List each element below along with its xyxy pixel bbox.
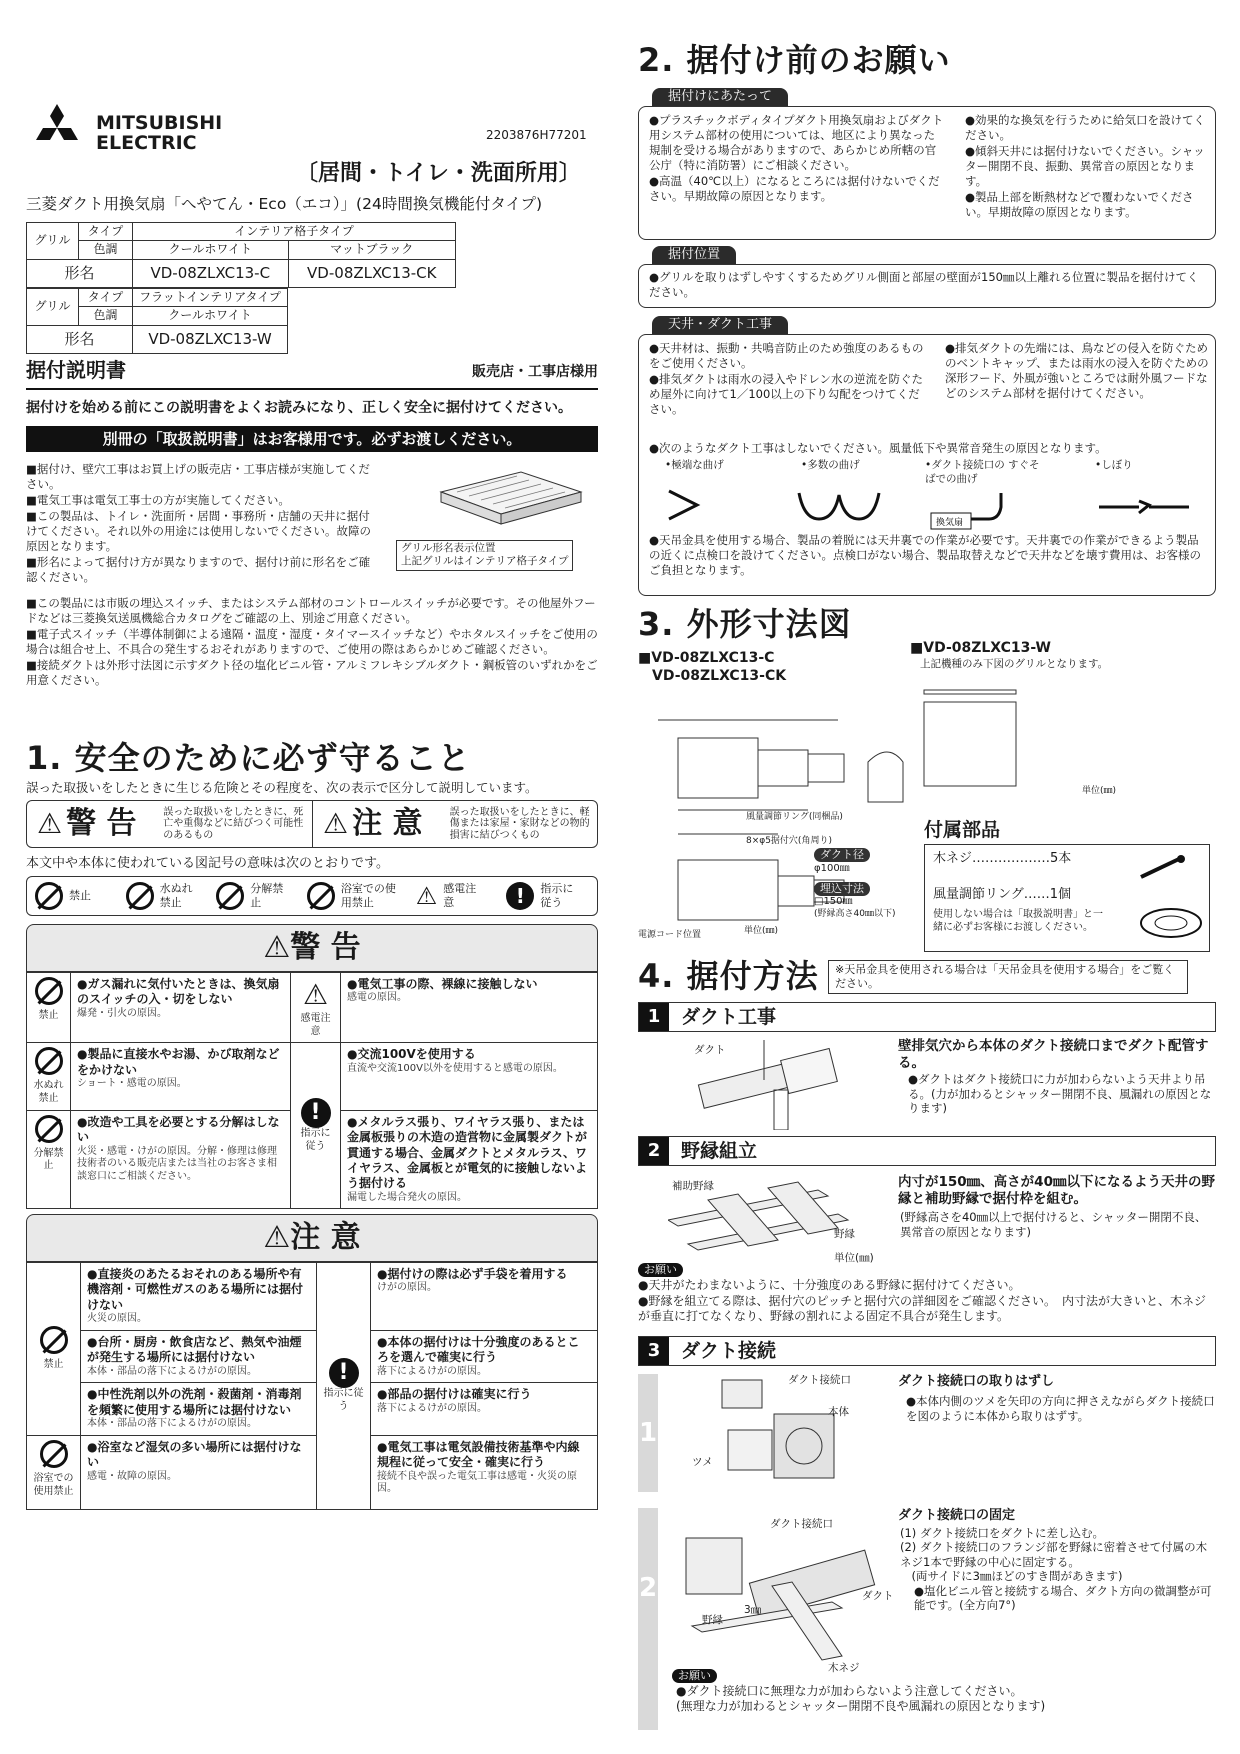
step-3b-list: (1) ダクト接続口をダクトに差し込む。 (2) ダクト接続口のフランジ部を野縁に密着させて付属の木ネジ1本で野縁の中心に固定する。 (両サイドに3㎜ほどのすき間があきます) ●塩化ビニル管と接続する場合、ダクト方向の微調整が可能です。(全方向7°)	[900, 1526, 1212, 1612]
caution-table: 禁止 ●直接炎のあたるおそれのある場所や有機溶剤・可燃性ガスのある場所には据付けない 火災の原因。 ! 指示に従う ●据付けの際は必ず手袋を着用する けがの原因。 ●台所・厨房・飲食店など、熱気や油煙が発生する場所には据付けない 本体・部品の落下によるけがの原因。 ●本体の据付けは十分強度のあるところを選んで確実に行う 落下によるけがの原因。 ●中性洗剤以外の洗剤・殺菌剤・消毒剤を頻繁に使用する場所には据付けない 本体・部品の落下によるけがの原因。 ●部品の据付けは確実に行う 落下によるけがの原因。 浴室での使用禁止 ●浴室など湿気の多い場所には据付けない 感電・故障の原因。 ●電気工事は電気設備技術基準や内線規程に従って安全・確実に行う 接続不良や誤った電気工事は感電・火災の原因。	[26, 1262, 598, 1510]
warning-legend: ⚠ 警 告 誤った取扱いをしたときに、死亡や重傷などに結びつく可能性のあるもの ⚠ 注 意 誤った取扱いをしたときに、軽傷または家屋・家財などの物的損害に結びつくもの	[26, 800, 598, 848]
manual-banner: 別冊の「取扱説明書」はお客様用です。必ずお渡しください。	[26, 426, 598, 452]
step-3b-label-2: ダクト	[862, 1590, 894, 1602]
usage-title: 〔居間・トイレ・洗面所用〕	[296, 161, 581, 186]
step-3b-head: ダクト接続口の固定	[898, 1508, 1016, 1523]
model-table-1: グリル タイプ インテリア格子タイプ 色調 クールホワイト マットブラック 形名 VD-08ZLXC13-C VD-08ZLXC13-CK	[26, 222, 456, 288]
warning-triangle-icon: ⚠	[37, 807, 63, 841]
section-2-title: 2. 据付け前のお願い	[638, 41, 951, 79]
instruction-icon: !	[301, 1098, 331, 1128]
s1-intro: 誤った取扱いをしたときに生じる危険とその程度を、次の表示で区分して説明しています。	[26, 780, 538, 795]
duct-spec: ダクト径 φ100㎜ 埋込寸法 □150㎜ (野縁高さ40㎜以下)	[814, 848, 896, 920]
step-3a-illustration	[718, 1374, 858, 1492]
no-disassembly-icon	[216, 882, 244, 910]
tab-position: 据付位置	[652, 246, 736, 265]
step-3a-label-3: ツメ	[692, 1456, 713, 1468]
screw-ring-illustration	[1135, 853, 1205, 949]
svg-text:換気扇: 換気扇	[936, 518, 964, 528]
no-disassembly-icon	[35, 1115, 63, 1143]
instruction-icon: !	[329, 1358, 359, 1388]
grill-caption: グリル形名表示位置 上記グリルはインテリア格子タイプ	[396, 540, 573, 571]
install-notes-box: ●プラスチックボディタイプダクト用換気扇およびダクト用システム部材の使用については、地区により異なった規制を受ける場合がありますので、あらかじめ所轄の官公庁（特に消防署）にご相談ください。 ●高温（40℃以上）になるところには据付けないでください。早期故障の原因となります。 ●効果的な換気を行うために給気口を設けてください。 ●傾斜天井には据付けないでください。シャッター開閉不良、振動、異常音の原因となります。 ●製品上部を断熱材などで覆わないでください。早期故障の原因となります。	[638, 106, 1216, 240]
pre-notes: ■据付け、壁穴工事はお買上げの販売店・工事店様が実施してください。 ■電気工事は電気工事士の方が実施してください。 ■この製品は、トイレ・洗面所・居間・事務所・店舗の天井に据付けてください。それ以外の用途には使用しないでください。故障の原因となります。 ■形名によって据付け方が異なりますので、据付け前に形名をご確認ください。	[26, 462, 371, 584]
step-2-unit: 単位(㎜)	[834, 1252, 874, 1264]
step-3a-text: ●本体内側のツメを矢印の方向に押さえながらダクト接続口を図のように本体から取りはずす。	[906, 1394, 1215, 1423]
product-name: 三菱ダクト用換気扇「へやてん・Eco（エコ）」(24時間換気機能付タイプ)	[26, 195, 543, 213]
logo-text: MITSUBISHI ELECTRIC	[96, 112, 223, 154]
shock-warning-icon: ⚠	[415, 881, 438, 910]
model-table-2: グリル タイプ フラットインテリアタイプ 色調 クールホワイト 形名 VD-08ZLXC13-W	[26, 288, 288, 354]
no-water-icon	[35, 1047, 63, 1075]
accessories-title: 付属部品	[924, 819, 1001, 841]
prohibited-icon	[35, 977, 63, 1005]
warning-band: ⚠警 告	[26, 924, 598, 972]
s4-note: ※天吊金具を使用される場合は「天吊金具を使用する場合」をご覧ください。	[828, 960, 1188, 994]
caution-triangle-icon: ⚠	[323, 807, 349, 841]
step-1-duct-label: ダクト	[694, 1044, 726, 1056]
unit-label-1: 単位(㎜)	[744, 926, 779, 936]
prohibited-icon	[35, 882, 63, 910]
grill-illustration	[431, 462, 591, 542]
step-3-header: 3 ダクト接続	[638, 1336, 1216, 1366]
substep-1-marker: 1	[638, 1374, 658, 1492]
manual-intro: 据付けを始める前にこの説明書をよくお読みになり、正しく安全に据付けてください。	[26, 400, 572, 416]
manual-header: 据付説明書 販売店・工事店様用	[26, 358, 598, 390]
substep-2-marker: 2	[638, 1508, 658, 1730]
prohibited-icon	[40, 1326, 68, 1354]
holes-label: 8×φ5据付穴(角周り)	[746, 836, 832, 846]
no-water-icon	[126, 882, 154, 910]
symbol-legend: 禁止 水ぬれ禁止 分解禁止 浴室での使用禁止 ⚠ 感電注意 ! 指示に従う	[26, 876, 598, 916]
ceiling-box: ●天井材は、振動・共鳴音防止のため強度のあるものをご使用ください。 ●排気ダクトは雨水の浸入やドレン水の逆流を防ぐため屋外に向けて1／100以上の下り勾配をつけてください。 ●排気ダクトの先端には、鳥などの侵入を防ぐためのベントキャップ、または雨水の浸入を防ぐための深形フード、外風が強いところでは耐外風フードなどのシステム部材を据付けてください。 ●次のようなダクト工事はしないでください。風量低下や異常音発生の原因となります。 •極端な曲げ •多数の曲げ •ダクト接続口の すぐそばでの曲げ •しぼり 換気扇 ●天吊金具を使用する場合、製品の着脱には天井裏での作業が必要です。天井裏での作業ができるよう製品の近くに点検口を設けてください。点検口がない場合、製品取替えなどで天井などを壊す費用は、お客様のご負担となります。	[638, 334, 1216, 596]
step-3-requests: ●ダクト接続口に無理な力が加わらないよう注意してください。 (無理な力が加わるとシャッター開閉不良や風漏れの原因となります)	[676, 1684, 1046, 1714]
symbols-intro: 本文中や本体に使われている図記号の意味は次のとおりです。	[26, 856, 389, 871]
step-3a-label-1: ダクト接続口	[788, 1374, 851, 1386]
unit-label-2: 単位(㎜)	[1082, 786, 1117, 796]
step-3b-label-5: 3㎜	[744, 1604, 762, 1616]
step-2-text: (野縁高さを40㎜以上で据付けると、シャッター開閉不良、異常音の原因となります)	[900, 1210, 1207, 1239]
accessories-box: 木ネジ………………5本 風量調節リング……1個 使用しない場合は「取扱説明書」と一緒に必ずお客様にお渡しください。	[924, 844, 1210, 952]
step-2-label-1: 補助野縁	[672, 1180, 714, 1192]
step-2-request-badge: お願い	[638, 1262, 683, 1279]
flat-grill-drawing	[920, 680, 1030, 790]
no-bathroom-icon	[307, 882, 335, 910]
position-box: ●グリルを取りはずしやすくするためグリル側面と部屋の壁面が150㎜以上離れる位置に製品を据付けてください。	[638, 264, 1216, 308]
section-3-title: 3. 外形寸法図	[638, 605, 852, 643]
step-3a-head: ダクト接続口の取りはずし	[898, 1374, 1055, 1389]
step-2-requests: ●天井がたわまないように、十分強度のある野縁に据付けてください。 ●野縁を組立てる際は、据付穴のピッチと据付穴の詳細図をご確認ください。 内寸法が大きいと、木ネジが垂直に打てなくなり、野縁の割れによる固定不具合が発生します。	[638, 1278, 1206, 1324]
step-2-head: 内寸が150㎜、高さが40㎜以下になるよう天井の野縁と補助野縁で据付枠を組む。	[898, 1174, 1215, 1208]
step-3a-label-2: 本体	[828, 1406, 849, 1418]
s3-model-1: ■VD-08ZLXC13-C VD-08ZLXC13-CK	[638, 650, 787, 684]
shock-warning-icon: ⚠	[302, 978, 329, 1011]
step-3b-label-1: ダクト接続口	[770, 1518, 833, 1530]
step-1-text: ●ダクトはダクト接続口に力が加わらないよう天井より吊る。(力が加わるとシャッター開閉不良、風漏れの原因となります)	[908, 1072, 1212, 1116]
step-2-label-2: 野縁	[834, 1228, 855, 1240]
step-3b-label-3: 野縁	[702, 1614, 723, 1626]
warning-band-icon: ⚠	[263, 930, 291, 965]
caution-band-icon: ⚠	[263, 1220, 291, 1255]
pre-notes-wide: ■この製品には市販の埋込スイッチ、またはシステム部材のコントロールスイッチが必要です。その他屋外フードなどは三菱換気送風機総合カタログをご確認の上、別途ご用意ください。 ■電子式スイッチ（半導体制御による遠隔・温度・湿度・タイマースイッチなど）やホタルスイッチをご使用の場合は組合せ上、不具合の発生するおそれがありますので、ご使用の際はあらかじめご確認ください。 ■接続ダクトは外形寸法図に示すダクト径の塩化ビニル管・アルミフレキシブルダクト・鋼板管のいずれかをご用意ください。	[26, 596, 598, 687]
step-3b-illustration	[682, 1516, 878, 1666]
tab-ceiling: 天井・ダクト工事	[652, 316, 788, 335]
warning-table: 禁止 ●ガス漏れに気付いたときは、換気扇のスイッチの入・切をしない 爆発・引火の原因。 ⚠ 感電注意 ●電気工事の際、裸線に接触しない 感電の原因。 水ぬれ禁止 ●製品に直接水やお湯、かび取剤などをかけない ショート・感電の原因。 ! 指示に従う ●交流100Vを使用する 直流や交流100V以外を使用すると感電の原因。 分解禁止 ●改造や工具を必要とする分解はしない 火災・感電・けがの原因。分解・修理は修理技術者のいる販売店または当社のお客さま相談窓口にご相談ください。 ●メタルラス張り、ワイヤラス張り、または金属板張りの木造の造営物に金属製ダクトが貫通する場合、金属ダクトとメタルラス、ワイヤラス、金属板とが電気的に接触しないよう据付ける 漏電した場合発火の原因。	[26, 972, 598, 1209]
step-1-header: 1 ダクト工事	[638, 1002, 1216, 1032]
step-2-header: 2 野縁組立	[638, 1136, 1216, 1166]
instruction-icon: !	[506, 882, 534, 910]
s3-model-note: 上記機種のみ下図のグリルとなります。	[920, 658, 1109, 670]
step-1-head: 壁排気穴から本体のダクト接続口までダクト配管する。	[898, 1038, 1209, 1072]
step-3b-label-4: 木ネジ	[828, 1662, 860, 1674]
mitsubishi-logo	[26, 104, 88, 160]
cord-label: 電源コード位置	[638, 930, 702, 940]
caution-band: ⚠注 意	[26, 1214, 598, 1262]
step-3-request-badge: お願い	[672, 1668, 717, 1685]
section-4-title: 4. 据付方法	[638, 957, 819, 995]
section-1-title: 1. 安全のために必ず守ること	[26, 739, 471, 777]
s3-model-2: ■VD-08ZLXC13-W	[910, 640, 1051, 656]
ring-label: 風量調節リング(同梱品)	[746, 812, 843, 822]
doc-code: 2203876H77201	[486, 128, 587, 142]
tab-install: 据付けにあたって	[652, 88, 788, 107]
duct-bends-illustration	[649, 483, 1209, 531]
no-bathroom-icon	[40, 1440, 68, 1468]
